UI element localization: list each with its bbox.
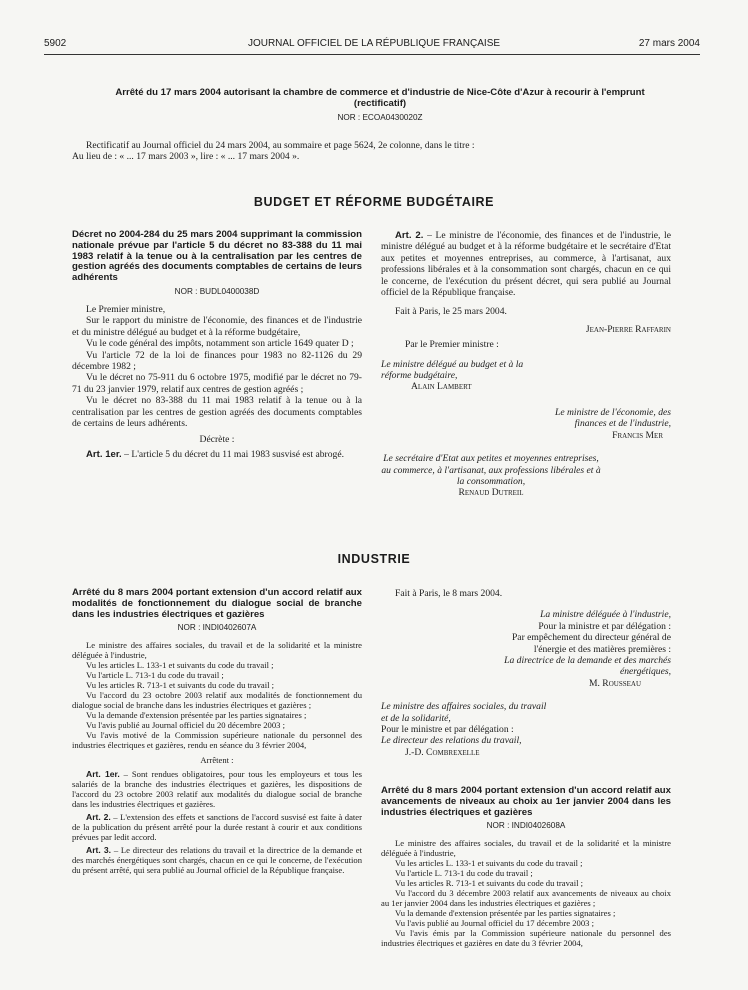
sig-sec-name: Renaud Dutreil bbox=[458, 487, 524, 499]
decret-nor: NOR : BUDL0400038D bbox=[174, 286, 260, 296]
arrete1-art3-text: – Le directeur des relations du travail et la directrice de la demande et des marchés énergétiques sont chargés, chacun en ce qui le concerne, de l'exécution du présent arrêté, qui sera publié au Journal officiel de la République française. bbox=[72, 845, 363, 876]
decret-para: Vu le décret no 75-911 du 6 octobre 1975, modifié par le décret no 79-71 du 23 janvier 1979, relatif aux centres de gestion agréés ; bbox=[72, 372, 362, 395]
decret-art2-label: Art. 2. bbox=[395, 230, 424, 241]
arrete1-article-2 bbox=[72, 812, 362, 842]
sig-soc-par: Pour le ministre et par délégation : bbox=[381, 724, 514, 736]
arrete2-column bbox=[381, 786, 671, 948]
sig-budget-role: Le ministre délégué au budget et à la réforme budgétaire, bbox=[381, 358, 524, 382]
decret-art1-text: – L'article 5 du décret du 11 mai 1983 susvisé est abrogé. bbox=[124, 448, 344, 460]
arrete1-art1-label: Art. 1er. bbox=[86, 769, 120, 780]
arrete2-para: Vu les articles L. 133-1 et suivants du code du travail ; bbox=[395, 858, 583, 869]
arrete2-para: Vu l'article L. 713-1 du code du travail ; bbox=[395, 868, 533, 879]
sig-budget-name: Alain Lambert bbox=[411, 381, 472, 393]
decret-para: Vu l'article 72 de la loi de finances pour 1983 no 82-1126 du 29 décembre 1982 ; bbox=[72, 349, 362, 373]
arrete1-signatures bbox=[381, 588, 671, 758]
arrete2-para: Le ministre des affaires sociales, du travail et de la solidarité et la ministre déléguée à l'industrie, bbox=[381, 838, 671, 859]
sig-soc-role2: Le directeur des relations du travail, bbox=[381, 735, 522, 747]
arrete1-art3-label: Art. 3. bbox=[86, 845, 112, 856]
arrete1-para: Vu les articles L. 133-1 et suivants du code du travail ; bbox=[86, 660, 274, 671]
arrete1-para: Vu l'avis publié au Journal officiel du 20 décembre 2003 ; bbox=[86, 720, 285, 731]
top-arrete-nor: NOR : ECOA0430020Z bbox=[337, 112, 423, 122]
arrete1-para: Vu l'article L. 713-1 du code du travail ; bbox=[86, 670, 224, 681]
arrete1-art2-label: Art. 2. bbox=[86, 812, 111, 823]
sig-ind-name: M. Rousseau bbox=[588, 677, 641, 689]
arrete2-nor: NOR : INDI0402608A bbox=[486, 821, 566, 831]
decret-para: Sur le rapport du ministre de l'économie, des finances et de l'industrie et du ministre délégué au budget et à la réforme budgétaire, bbox=[72, 315, 362, 338]
arrete1-para: Le ministre des affaires sociales, du travail et de la solidarité et la ministre déléguée à l'industrie, bbox=[72, 640, 362, 661]
arrete2-para: Vu l'avis émis par la Commission supérieure nationale du personnel des industries électriques et gazières en date du 3 février 2004, bbox=[381, 928, 671, 949]
arrete2-para: Vu l'avis publié au Journal officiel du 17 décembre 2003 ; bbox=[395, 918, 594, 929]
decret-para: Le Premier ministre, bbox=[86, 303, 166, 315]
top-arrete bbox=[100, 88, 660, 130]
arrete1-visas bbox=[72, 640, 362, 750]
top-arrete-title: Arrêté du 17 mars 2004 autorisant la chambre de commerce et d'industrie de Nice-Côte d'Azur à recourir à l'emprunt (rectificatif) bbox=[115, 87, 645, 109]
decret-decrete: Décrète : bbox=[199, 434, 235, 446]
sig-ind-role2: La directrice de la demande et des marchés énergétiques, bbox=[504, 655, 671, 678]
sig-eco-name: Francis Mer bbox=[612, 429, 663, 441]
decret-para: Vu le code général des impôts, notamment son article 1649 quater D ; bbox=[86, 338, 354, 350]
decret-art1-label: Art. 1er. bbox=[86, 448, 122, 460]
sig-ind-role: La ministre déléguée à l'industrie, bbox=[540, 609, 671, 621]
sig-soc-name: J.-D. Combrexelle bbox=[405, 746, 480, 758]
decret-article-1 bbox=[72, 449, 362, 460]
decret-article-2 bbox=[381, 230, 671, 298]
decret-fait: Fait à Paris, le 25 mars 2004. bbox=[395, 306, 507, 318]
section-budget-heading: BUDGET ET RÉFORME BUDGÉTAIRE bbox=[253, 195, 495, 209]
arrete2-para: Vu la demande d'extension présentée par les parties signataires ; bbox=[395, 908, 616, 919]
arrete2-title: Arrêté du 8 mars 2004 portant extension d'un accord relatif aux avancements de niveaux au choix au 1er janvier 2004 dans les industries électriques et gazières bbox=[381, 785, 671, 818]
decret-column-left bbox=[72, 230, 362, 460]
sig-par-pm: Par le Premier ministre : bbox=[405, 339, 499, 351]
arrete1-article-3 bbox=[72, 845, 362, 875]
decret-title: Décret no 2004-284 du 25 mars 2004 supprimant la commission nationale prévue par l'article 5 du décret no 83-388 du 11 mai 1983 relatif à la tenue ou à la centralisation par les centres de gestion agréés des documents comptables de certains de leurs adhérents bbox=[72, 229, 362, 284]
sig-premier-ministre: Jean-Pierre Raffarin bbox=[585, 323, 671, 335]
arrete1-para: Vu la demande d'extension présentée par les parties signataires ; bbox=[86, 710, 307, 721]
arrete2-para: Vu les articles R. 713-1 et suivants du code du travail ; bbox=[395, 878, 584, 889]
decret-art2-text: – Le ministre de l'économie, des finances et de l'industrie, le ministre délégué au budget et à la réforme budgétaire et le secrétaire d'Etat aux petites et moyennes entreprises, au commerce, à l'artisanat, aux professions libérales et à la consommation sont chargés, chacun en ce qui le concerne, de l'exécution du présent décret, qui sera publié au Journal officiel de la République française. bbox=[381, 230, 671, 299]
sig-eco-role: Le ministre de l'économie, des finances et de l'industrie, bbox=[555, 406, 671, 430]
issue-date: 27 mars 2004 bbox=[638, 38, 700, 49]
arrete1-column bbox=[72, 588, 362, 875]
arrete1-para: Vu l'avis motivé de la Commission supérieure nationale du personnel des industries électriques et gazières, rendu en séance du 3 février 2004, bbox=[72, 730, 362, 751]
arrete1-fait: Fait à Paris, le 8 mars 2004. bbox=[395, 588, 503, 599]
header-rule bbox=[44, 54, 700, 55]
decret-para: Vu le décret no 83-388 du 11 mai 1983 relatif à la tenue ou à la centralisation par les centres de gestion agréés des documents comptables de certains de leurs adhérents. bbox=[72, 395, 362, 430]
arrete1-para: Vu les articles R. 713-1 et suivants du code du travail ; bbox=[86, 680, 275, 691]
arrete1-para: Vu l'accord du 23 octobre 2003 relatif aux modalités de fonctionnement du dialogue social de branche dans les industries électriques et gazières ; bbox=[72, 690, 362, 711]
arrete1-nor: NOR : INDI0402607A bbox=[177, 623, 257, 633]
top-arrete-body bbox=[72, 140, 682, 163]
section-industrie-heading: INDUSTRIE bbox=[337, 552, 411, 566]
top-arrete-p2: Au lieu de : « ... 17 mars 2003 », lire : « ... 17 mars 2004 ». bbox=[72, 151, 300, 163]
arrete1-art1-text: – Sont rendues obligatoires, pour tous les employeurs et tous les salariés de la branche des industries électriques et gazières, les dispositions de l'accord du 23 octobre 2003 relatif aux modalités du dialogue social de branche dans les industries électriques et gazières. bbox=[72, 769, 362, 810]
arrete1-title: Arrêté du 8 mars 2004 portant extension d'un accord relatif aux modalités de fonctionnement du dialogue social de branche dans les industries électriques et gazières bbox=[72, 587, 362, 620]
sig-ind-par1: Pour la ministre et par délégation : bbox=[538, 620, 671, 632]
decret-visas bbox=[72, 304, 362, 429]
sig-soc-role: Le ministre des affaires sociales, du travail et de la solidarité, bbox=[381, 701, 547, 724]
sig-ind-par2: Par empêchement du directeur général de l'énergie et des matières premières : bbox=[511, 632, 671, 655]
page-number: 5902 bbox=[44, 38, 67, 49]
arrete1-arretent: Arrêtent : bbox=[200, 755, 234, 766]
journal-title: JOURNAL OFFICIEL DE LA RÉPUBLIQUE FRANÇAISE bbox=[247, 38, 501, 49]
sig-sec-role: Le secrétaire d'Etat aux petites et moyennes entreprises, au commerce, à l'artisanat, aux professions libérales et à la consommation, bbox=[381, 453, 601, 487]
arrete1-art2-text: – L'extension des effets et sanctions de l'accord susvisé est faite à dater de la publication du présent arrêté pour la durée restant à courir et aux conditions prévues par ledit accord. bbox=[72, 812, 362, 843]
top-arrete-p1: Rectificatif au Journal officiel du 24 mars 2004, au sommaire et page 5624, 2e colonne, dans le titre : bbox=[86, 140, 475, 151]
arrete1-article-1 bbox=[72, 769, 362, 809]
arrete2-para: Vu l'accord du 3 décembre 2003 relatif aux avancements de niveaux au choix au 1er janvier 2004 dans les industries électriques et gazières ; bbox=[381, 888, 671, 909]
decret-column-right bbox=[381, 230, 671, 499]
